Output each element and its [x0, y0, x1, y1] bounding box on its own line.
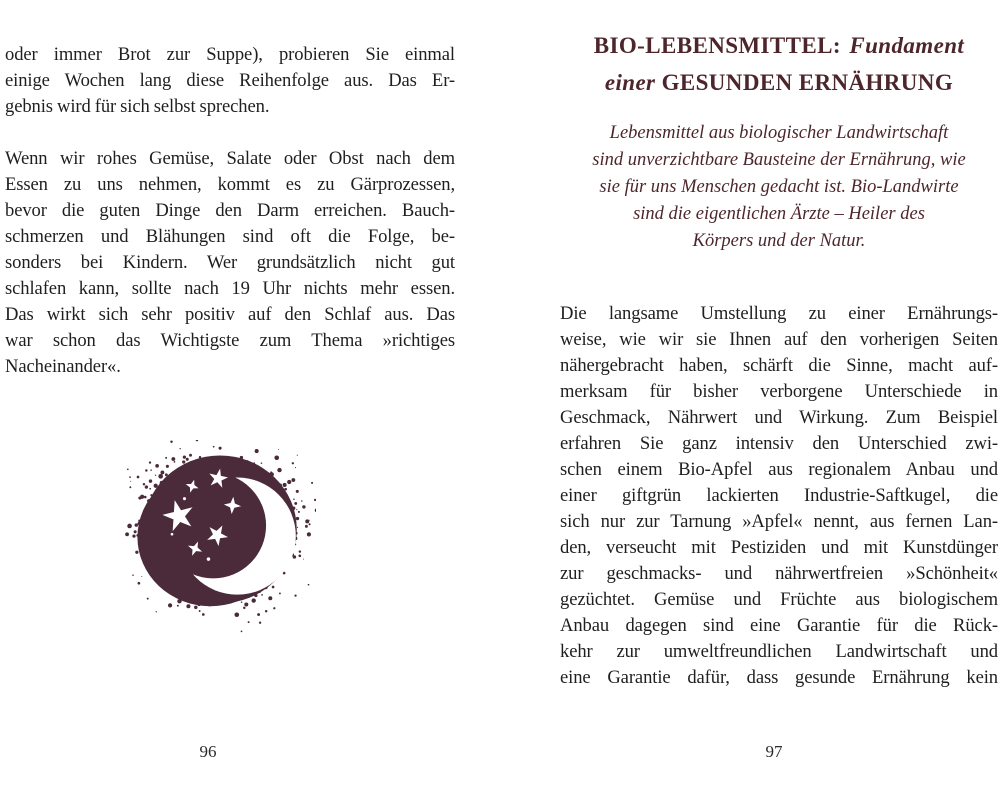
text-line: den, verseucht mit Pestiziden und mit Kunstdünger [560, 537, 998, 558]
chapter-title-caps: GESUNDEN ERNÄHRUNG [661, 70, 954, 95]
text-line: sich nur zur Tarnung »Apfel« nennt, aus fernen Lan- [560, 511, 998, 532]
chapter-title-italic: einer [604, 70, 656, 95]
moon-stars-drawing [124, 440, 316, 638]
text-line: erfahren Sie ganz intensiv den Unterschied zwi- [560, 433, 998, 454]
text-line: Lebensmittel aus biologischer Landwirtschaft [609, 123, 949, 143]
text-line: sind die eigentlichen Ärzte – Heiler des [633, 204, 925, 224]
moon-stars-illustration [124, 440, 316, 638]
page-right [500, 0, 1000, 800]
text-line: zur geschmacks- und nährwertfreien »Schönheit« [560, 563, 998, 584]
page-number-left: 96 [199, 742, 217, 761]
text-line: Körpers und der Natur. [692, 231, 866, 251]
paragraph [5, 146, 455, 380]
chapter-subtitle [572, 120, 986, 255]
text-line: schlafen kann, sollte nach 19 Uhr nichts mehr essen. [5, 278, 455, 299]
text-line: bevor die guten Dinge den Darm erreichen. Bauch- [5, 200, 455, 221]
text-line: weise, wie wir sie Ihnen auf den vorherigen Seiten [560, 329, 998, 350]
text-line: Anbau dagegen sind eine Garantie für die Rück- [560, 615, 998, 636]
chapter-heading [560, 27, 998, 101]
text-line: einige Wochen lang diese Reihenfolge aus. Das Er- [5, 70, 455, 91]
text-line: schen einem Bio-Apfel aus regionalem Anbau und [560, 459, 998, 480]
text-line: oder immer Brot zur Suppe), probieren Sie einmal [5, 44, 455, 65]
page-number-right: 97 [765, 742, 783, 761]
text-line: Essen zu uns nehmen, kommt es zu Gärprozessen, [5, 174, 455, 195]
text-line: merksam für bisher verborgene Unterschiede in [560, 381, 998, 402]
text-line: Geschmack, Nährwert und Wirkung. Zum Beispiel [560, 407, 998, 428]
text-line: sie für uns Menschen gedacht ist. Bio-Landwirte [599, 177, 959, 197]
paragraph [5, 42, 455, 120]
text-line: Das wirkt sich sehr positiv auf den Schlaf aus. Das [5, 304, 455, 325]
text-line: sonders bei Kindern. Wer grundsätzlich nicht gut [5, 252, 455, 273]
text-line: schmerzen und Blähungen sind oft die Folge, be- [5, 226, 455, 247]
text-line: kehr zur umweltfreundlichen Landwirtschaft und [560, 641, 998, 662]
text-line: gebnis wird für sich selbst sprechen. [5, 96, 270, 117]
text-line: gezüchtet. Gemüse und Früchte aus biologischem [560, 589, 998, 610]
text-line: eine Garantie dafür, dass gesunde Ernährung kein [560, 667, 998, 688]
text-line: sind unverzichtbare Bausteine der Ernährung, wie [592, 150, 966, 170]
chapter-title-italic: Fundament [849, 33, 965, 58]
right-body-text [560, 301, 998, 691]
chapter-heading-line [560, 27, 998, 64]
chapter-title-caps: BIO-LEBENSMITTEL: [593, 33, 841, 58]
left-body-text [5, 42, 455, 380]
text-line: nähergebracht haben, schärft die Sinne, macht auf- [560, 355, 998, 376]
text-line: Die langsame Umstellung zu einer Ernährungs- [560, 303, 998, 324]
text-line: Nacheinander«. [5, 356, 121, 377]
text-line: war schon das Wichtigste zum Thema »richtiges [5, 330, 455, 351]
chapter-heading-line [560, 64, 998, 101]
text-line: Wenn wir rohes Gemüse, Salate oder Obst nach dem [5, 148, 455, 169]
text-line: einer giftgrün lackierten Industrie-Saftkugel, die [560, 485, 998, 506]
